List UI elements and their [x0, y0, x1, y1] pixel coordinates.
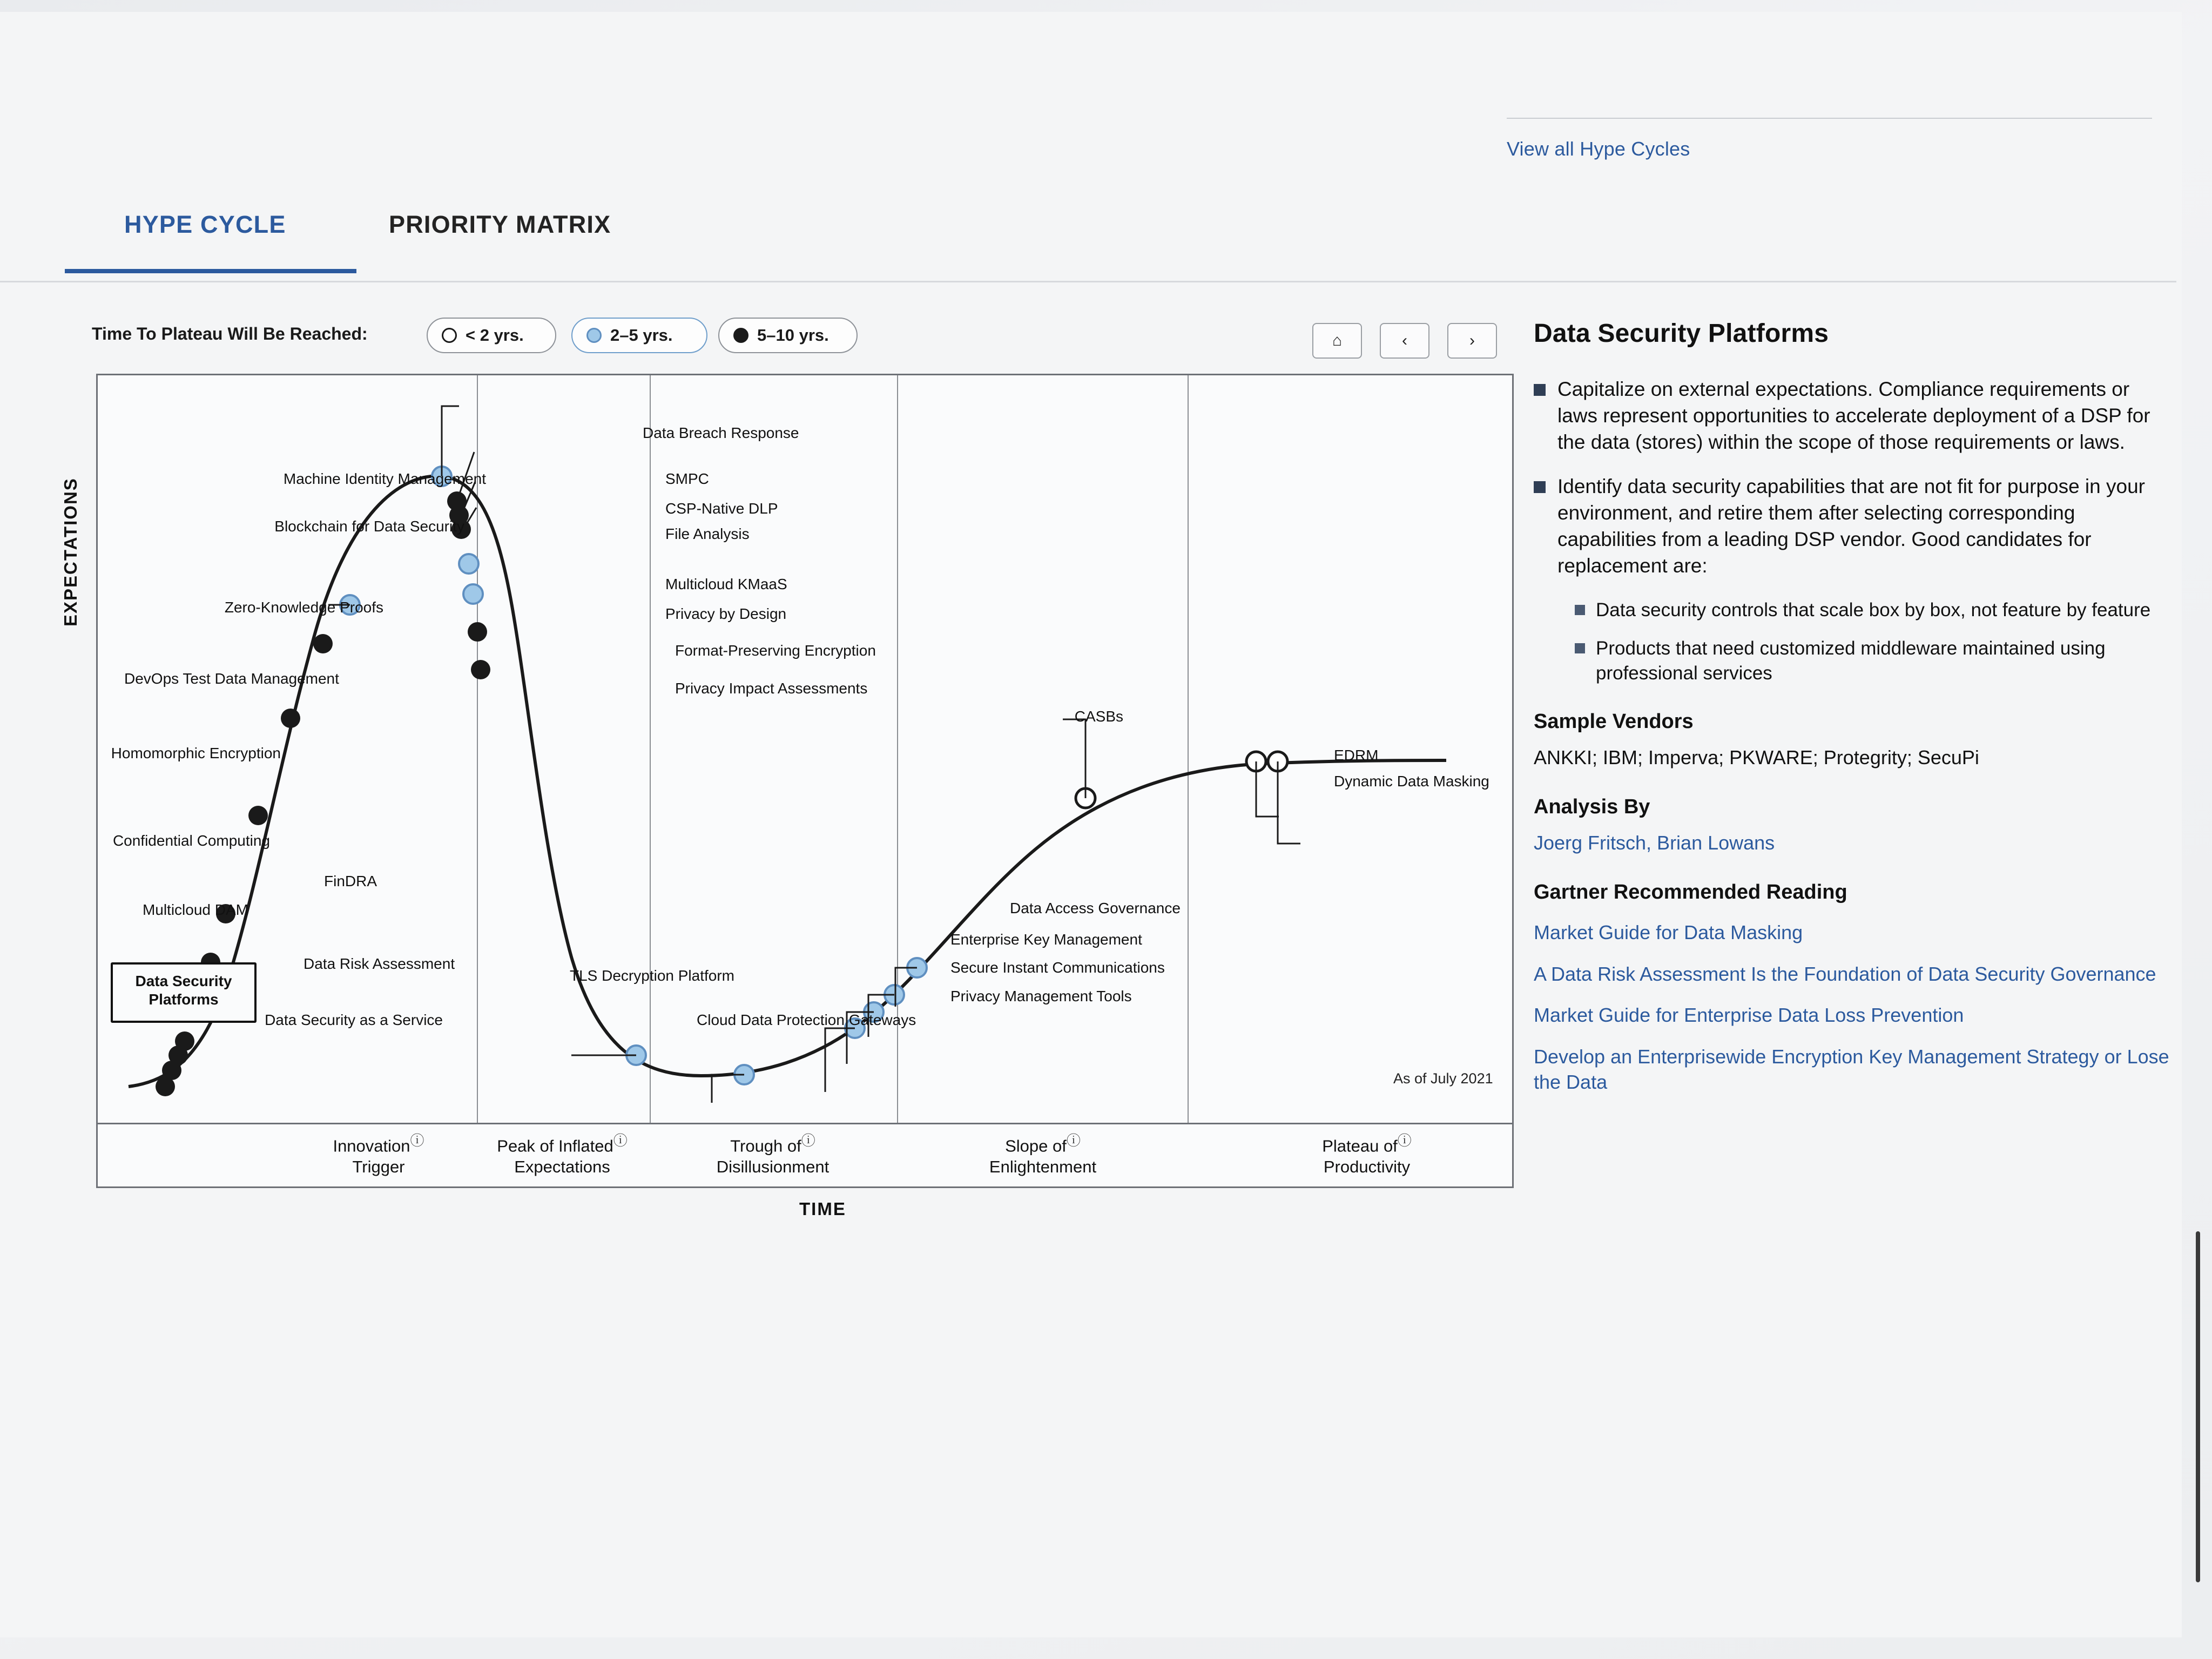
point-label-data-risk-assessment[interactable]: Data Risk Assessment: [304, 955, 455, 972]
legend-marker-open-icon: [442, 328, 457, 343]
phase-label-plateau: Plateau of: [1322, 1136, 1398, 1156]
x-axis-label: TIME: [799, 1199, 846, 1219]
sample-vendors-value: ANKKI; IBM; Imperva; PKWARE; Protegrity; SecuPi: [1534, 746, 1979, 769]
list-item: [1534, 376, 2171, 455]
phase-label-peak: Peak of Inflated: [497, 1136, 613, 1156]
point-label-privacy-management-tools[interactable]: Privacy Management Tools: [950, 988, 1132, 1004]
point-label-smpc[interactable]: SMPC: [665, 470, 709, 487]
list-item: [1575, 598, 2171, 623]
point-label-confidential-computing[interactable]: Confidential Computing: [112, 832, 270, 849]
phase-label-peak-2: Expectations: [514, 1157, 610, 1177]
sample-vendors-heading: Sample Vendors: [1534, 710, 1694, 733]
details-panel: [1534, 319, 2171, 1095]
phase-label-trough-2: Disillusionment: [716, 1157, 830, 1177]
home-icon[interactable]: ⌂: [1312, 323, 1362, 359]
point-label-privacy-by-design[interactable]: Privacy by Design: [665, 605, 787, 622]
previous-chevron-icon[interactable]: ‹: [1380, 323, 1429, 359]
info-icon[interactable]: ⓘ: [613, 1132, 628, 1149]
bullet-square-icon: [1534, 481, 1546, 493]
phase-label-slope: Slope of: [1005, 1136, 1067, 1156]
phase-label-slope-2: Enlightenment: [989, 1157, 1097, 1177]
point-label-blockchain-for-data-security[interactable]: Blockchain for Data Security: [274, 518, 464, 535]
recommended-reading-heading: Gartner Recommended Reading: [1534, 880, 1847, 903]
list-item: [1575, 636, 2171, 685]
legend-pill-label: < 2 yrs.: [466, 326, 524, 345]
toolbar-divider: [0, 281, 2176, 282]
point-label-enterprise-key-management[interactable]: Enterprise Key Management: [950, 931, 1142, 948]
point-label-data-security-as-a-service[interactable]: Data Security as a Service: [265, 1011, 443, 1028]
point-label-multicloud-kmaas[interactable]: Multicloud KMaaS: [665, 576, 787, 592]
point-label-zero-knowledge-proofs[interactable]: Zero-Knowledge Proofs: [224, 599, 383, 616]
sub-bullet-text: Data security controls that scale box by box, not feature by feature: [1596, 599, 2151, 621]
bullet-square-icon: [1534, 384, 1546, 396]
bullet-text: Identify data security capabilities that are not fit for purpose in your environment, and retire them after selecting corresponding capabilities from a leading DSP vendor. Good candidates for replacement are:: [1557, 475, 2145, 577]
view-all-hype-cycles-link[interactable]: View all Hype Cycles: [1507, 138, 1690, 160]
legend-pill-label: 2–5 yrs.: [610, 326, 673, 345]
legend-pill-5-10yrs[interactable]: [718, 318, 858, 353]
phase-label-innovation-trigger: Innovation: [333, 1136, 410, 1156]
point-label-format-preserving-encryption[interactable]: Format-Preserving Encryption: [675, 642, 876, 659]
point-label-csp-native-dlp[interactable]: CSP-Native DLP: [665, 500, 778, 517]
next-chevron-icon[interactable]: ›: [1447, 323, 1497, 359]
legend-label: Time To Plateau Will Be Reached:: [92, 324, 368, 343]
phase-label-plateau-2: Productivity: [1323, 1157, 1411, 1177]
point-label-cloud-data-protection-gateways[interactable]: Cloud Data Protection Gateways: [697, 1011, 916, 1028]
point-label-findra[interactable]: FinDRA: [324, 873, 377, 889]
point-label-tls-decryption-platform[interactable]: TLS Decryption Platform: [570, 967, 734, 984]
point-label-dynamic-data-masking[interactable]: Dynamic Data Masking: [1334, 773, 1489, 790]
point-label-file-analysis[interactable]: File Analysis: [665, 525, 750, 542]
legend-pill-under-2yrs[interactable]: [427, 318, 556, 353]
y-axis-label: EXPECTATIONS: [60, 477, 80, 626]
point-label-casbs[interactable]: CASBs: [1074, 708, 1123, 725]
as-of-date: As of July 2021: [1393, 1070, 1493, 1087]
reading-link-4[interactable]: Develop an Enterprisewide Encryption Key Management Strategy or Lose the Data: [1534, 1046, 2169, 1094]
info-icon[interactable]: ⓘ: [1066, 1132, 1081, 1149]
info-icon[interactable]: ⓘ: [410, 1132, 424, 1149]
reading-link-1[interactable]: Market Guide for Data Masking: [1534, 921, 1803, 943]
panel-bullet-list: [1534, 376, 2171, 685]
reading-link-2[interactable]: A Data Risk Assessment Is the Foundation of Data Security Governance: [1534, 962, 2156, 985]
point-label-privacy-impact-assessments[interactable]: Privacy Impact Assessments: [675, 680, 868, 697]
analysis-by-heading: Analysis By: [1534, 795, 1650, 819]
sub-bullet-text: Products that need customized middleware maintained using professional services: [1596, 638, 2106, 684]
point-label-edrm[interactable]: EDRM: [1334, 747, 1379, 764]
panel-title: Data Security Platforms: [1534, 319, 1829, 348]
analysis-by-authors-link[interactable]: Joerg Fritsch, Brian Lowans: [1534, 832, 1775, 854]
phase-band: [96, 1124, 1514, 1188]
info-icon[interactable]: ⓘ: [801, 1132, 815, 1149]
point-label-devops-test-data-management[interactable]: DevOps Test Data Management: [124, 670, 339, 687]
point-label-homomorphic-encryption[interactable]: Homomorphic Encryption: [111, 745, 281, 761]
phase-label-innovation-trigger-2: Trigger: [352, 1157, 405, 1177]
point-label-data-breach-response[interactable]: Data Breach Response: [643, 424, 799, 441]
highlighted-point-data-security-platforms[interactable]: Data Security Platforms: [111, 962, 257, 1023]
panel-sub-bullet-list: [1575, 598, 2171, 686]
tab-hype-cycle[interactable]: HYPE CYCLE: [124, 211, 286, 238]
tab-priority-matrix[interactable]: PRIORITY MATRIX: [389, 211, 611, 238]
page-scrollbar[interactable]: [2196, 1231, 2200, 1582]
tab-active-indicator: [65, 269, 356, 273]
legend-pill-label: 5–10 yrs.: [757, 326, 829, 345]
point-label-secure-instant-communications[interactable]: Secure Instant Communications: [950, 959, 1165, 976]
tab-bar: [65, 211, 713, 269]
header-divider: [1507, 118, 2152, 119]
point-label-machine-identity-management[interactable]: Machine Identity Management: [283, 470, 486, 487]
legend-pill-2-5yrs[interactable]: [571, 318, 707, 353]
reading-link-3[interactable]: Market Guide for Enterprise Data Loss Prevention: [1534, 1004, 1964, 1027]
point-label-data-access-governance[interactable]: Data Access Governance: [1010, 900, 1181, 916]
bullet-text: Capitalize on external expectations. Compliance requirements or laws represent opportunities to accelerate deployment of a DSP for the data (stores) within the scope of those requirements or laws.: [1557, 378, 2150, 453]
list-item: [1534, 474, 2171, 579]
phase-label-trough: Trough of: [730, 1136, 801, 1156]
legend-marker-light-icon: [586, 328, 602, 343]
bullet-square-icon: [1575, 643, 1585, 653]
bullet-square-icon: [1575, 605, 1585, 615]
point-label-multicloud-dam[interactable]: Multicloud DAM: [142, 901, 248, 918]
legend-marker-dark-icon: [733, 328, 748, 343]
info-icon[interactable]: ⓘ: [1397, 1132, 1412, 1149]
